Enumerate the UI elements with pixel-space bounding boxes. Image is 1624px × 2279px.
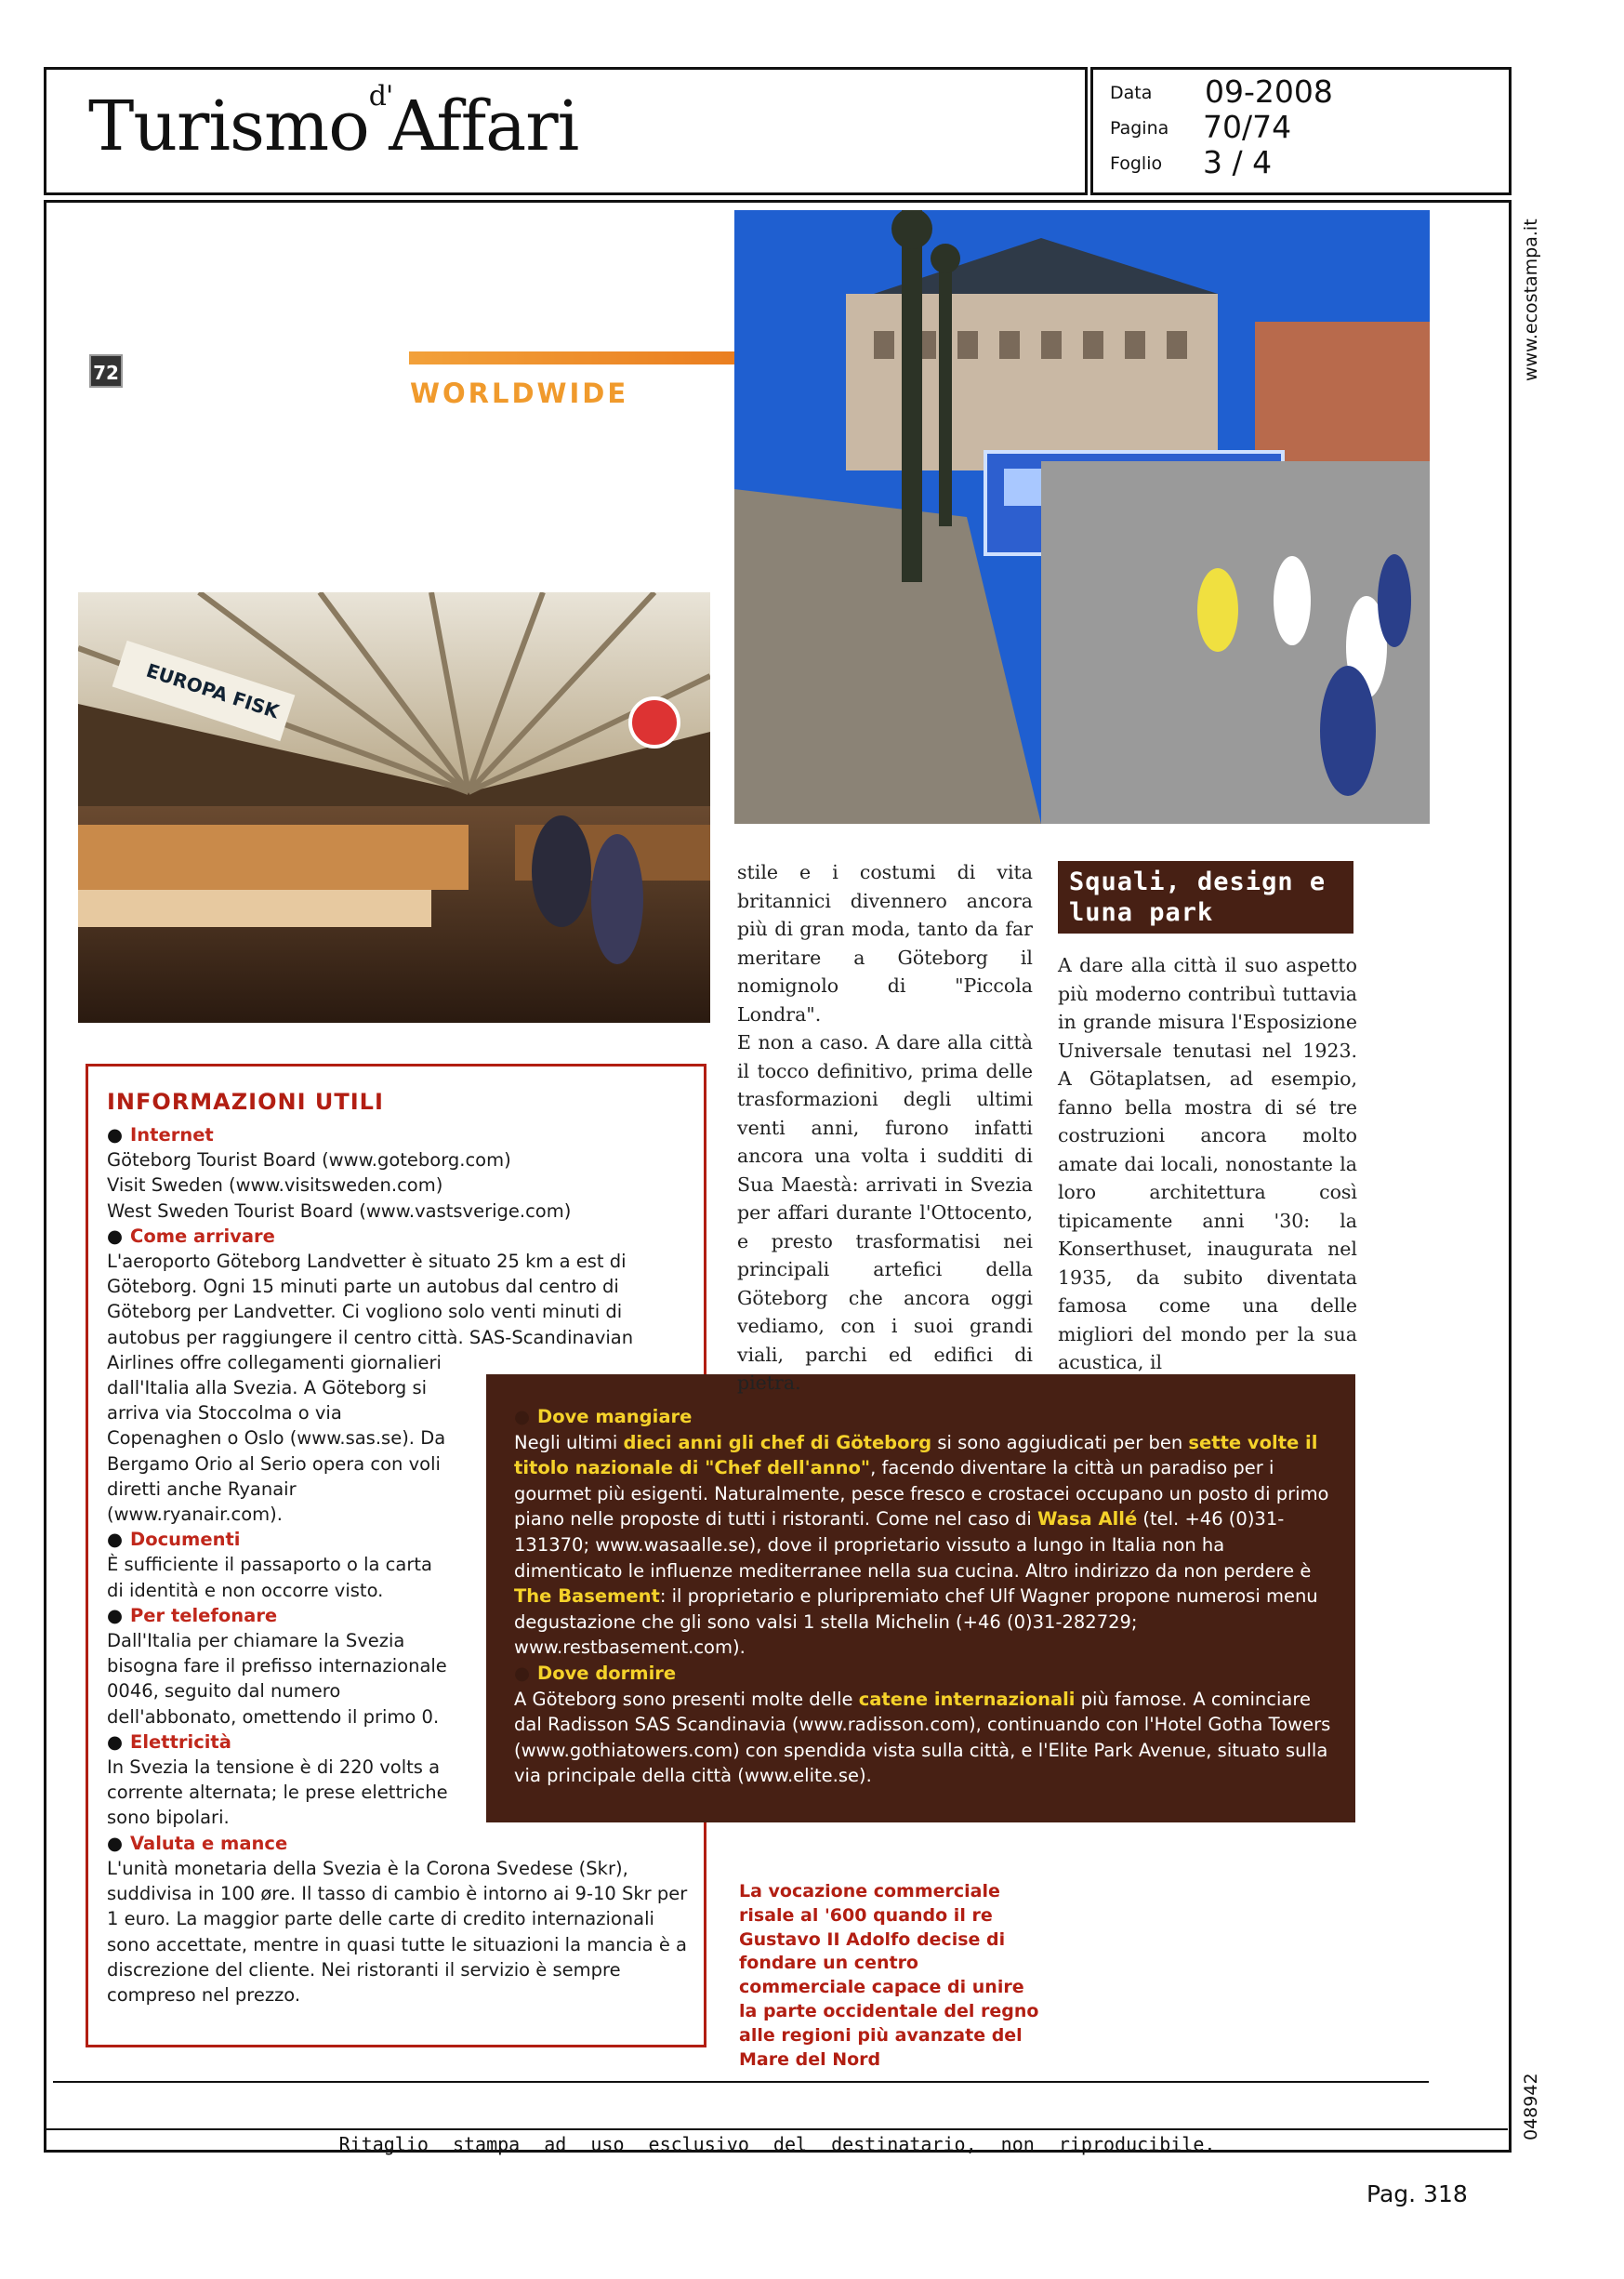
telefonare-heading: ● Per telefonare	[107, 1603, 693, 1628]
internet-heading: ● Internet	[107, 1122, 693, 1147]
section-title: WORLDWIDE	[410, 378, 629, 409]
foglio-value: 3 / 4	[1203, 144, 1273, 180]
mangiare-heading: ● Dove mangiare	[514, 1404, 1337, 1430]
footer-notice: Ritaglio stampa ad uso esclusivo del destinatario, non riproducibile.	[338, 2133, 1216, 2155]
page-number-badge: 72	[89, 354, 123, 388]
article-paragraph: A dare alla città il suo aspetto più moderno contribuì tuttavia in grande misura l'Esposizione Universale tenutasi nel 1923. A Götaplatsen, ad esempio, fanno bella mostra di sé tre costruzioni ancora molto amate dai locali, nonostante la loro architettura così tipicamente anni '30: la Konserthuset, inaugurata nel 1935, da subito diventata famosa come una delle migliori del mondo per la sua acustica, il	[1058, 954, 1357, 1373]
data-label: Data	[1110, 83, 1153, 103]
documenti-text: È sufficiente il passaporto o la carta di identità e non occorre visto.	[107, 1554, 432, 1601]
documenti-heading: ● Documenti	[107, 1527, 693, 1552]
masthead-box	[44, 67, 1088, 195]
goteborg-street-photo	[734, 210, 1430, 824]
elettricita-heading: ● Elettricità	[107, 1729, 693, 1755]
mangiare-text: Negli ultimi dieci anni gli chef di Göteborg si sono aggiudicati per ben sette volte il titolo nazionale di "Chef dell'anno", facendo diventare la città un paradiso per i gourmet più esigenti. Naturalmente, pesce fresco e crostacei occupano un posto di primo piano nelle proposte di tutti i ristoranti. Come nel caso di Wasa Allé (tel. +46 (0)31-131370; www.wasaalle.se), dove il proprietario vissuto a lungo in Italia non ha dimenticato le influenze mediterranee nella sua cucina. Altro indirizzo da non perdere è The Basement: il proprietario e pluripremiato chef Ulf Wagner propone numerosi menu degustazione che gli sono valsi 1 stella Michelin (+46 (0)31-282729; www.restbasement.com).	[514, 1431, 1329, 1659]
arrivare-text: L'aeroporto Göteborg Landvetter è situato 25 km a est di Göteborg. Ogni 15 minuti parte un autobus dal centro di Göteborg per Landvetter. Ci vogliono solo venti minuti di autobus per raggiungere il centro città. SAS-Scandinavian	[107, 1251, 634, 1348]
section-bar	[409, 351, 744, 364]
foglio-label: Foglio	[1110, 153, 1163, 174]
dormire-text: A Göteborg sono presenti molte delle catene internazionali più famose. A cominciare dal Radisson SAS Scandinavia (www.radisson.com), continuando con l'Hotel Gotha Towers (www.gothiatowers.com) con spendida vista sulla città, e l'Elite Park Avenue, situato sulla via principale della città (www.elite.se).	[514, 1688, 1331, 1787]
side-url: www.ecostampa.it	[1521, 219, 1541, 381]
arrivare-heading: ● Come arrivare	[107, 1224, 693, 1249]
fish-market-photo	[78, 592, 710, 1023]
eat-sleep-box	[486, 1374, 1355, 1822]
side-code: 048942	[1521, 2073, 1541, 2140]
dormire-heading: ● Dove dormire	[514, 1661, 1337, 1687]
internet-line: Visit Sweden (www.visitsweden.com)	[107, 1174, 443, 1197]
article-paragraph: E non a caso. A dare alla città il tocco definitivo, prima delle trasformazioni degli ultimi venti anni, furono infatti ancora una volta i sudditi di Sua Maestà: arrivati in Svezia per affari durante l'Ottocento, e presto trasformatisi nei principali artefici della Göteborg che ancora oggi vediamo, con i suoi grandi viali, parchi ed edifici di pietra.	[737, 1031, 1033, 1394]
valuta-text: L'unità monetaria della Svezia è la Corona Svedese (Skr), suddivisa in 100 øre. Il tasso di cambio è intorno ai 9-10 Skr per 1 euro. La maggior parte delle carte di credito internazionali sono accettate, mentre in quasi tutte le situazioni la mancia è a discrezione del cliente. Nei ristoranti il servizio è sempre compreso nel prezzo.	[107, 1857, 688, 2006]
telefonare-text: Dall'Italia per chiamare la Svezia bisogna fare il prefisso internazionale 0046, seguito dal numero dell'abbonato, omettendo il primo 0.	[107, 1630, 447, 1728]
issue-info-box	[1090, 67, 1512, 195]
elettricita-text: In Svezia la tensione è di 220 volts a corrente alternata; le prese elettriche sono bipolari.	[107, 1756, 448, 1829]
pagina-value: 70/74	[1203, 109, 1292, 145]
valuta-heading: ● Valuta e mance	[107, 1831, 693, 1856]
article-paragraph: stile e i costumi di vita britannici divennero ancora più di gran moda, tanto da far meritare a Göteborg il nomignolo di "Piccola Londra".	[737, 861, 1033, 1026]
market-sign-text: EUROPA FISK	[143, 658, 283, 723]
page-footer-number: Pag. 318	[1367, 2180, 1468, 2207]
eat-sleep-body	[514, 1404, 1337, 1789]
article-column-2	[1058, 951, 1357, 1377]
pagina-label: Pagina	[1110, 118, 1169, 139]
pull-quote: La vocazione commerciale risale al '600 quando il re Gustavo II Adolfo decise di fondare un centro commerciale capace di unire la parte occidentale del regno alle regioni più avanzate del Mare del Nord	[739, 1881, 1039, 2070]
subheading-title: Squali, design e luna park	[1069, 868, 1327, 927]
subheading-box	[1058, 861, 1353, 934]
internet-line: West Sweden Tourist Board (www.vastsverige.com)	[107, 1199, 572, 1222]
data-value: 09-2008	[1205, 73, 1333, 110]
arrivare-text-2: Airlines offre collegamenti giornalieri dall'Italia alla Svezia. A Göteborg si arriva via Stoccolma o via Copenaghen o Oslo (www.sas.se). Da Bergamo Orio al Serio opera con voli diretti anche Ryanair (www.ryanair.com).	[107, 1351, 446, 1526]
divider	[53, 2081, 1429, 2083]
useful-info-title: INFORMAZIONI UTILI	[107, 1089, 384, 1115]
publication-logo: Turismo$^{d'}$Affari	[88, 80, 579, 166]
internet-line: Göteborg Tourist Board (www.goteborg.com)	[107, 1149, 511, 1172]
article-column-1	[737, 858, 1033, 1398]
divider	[46, 2128, 1508, 2130]
